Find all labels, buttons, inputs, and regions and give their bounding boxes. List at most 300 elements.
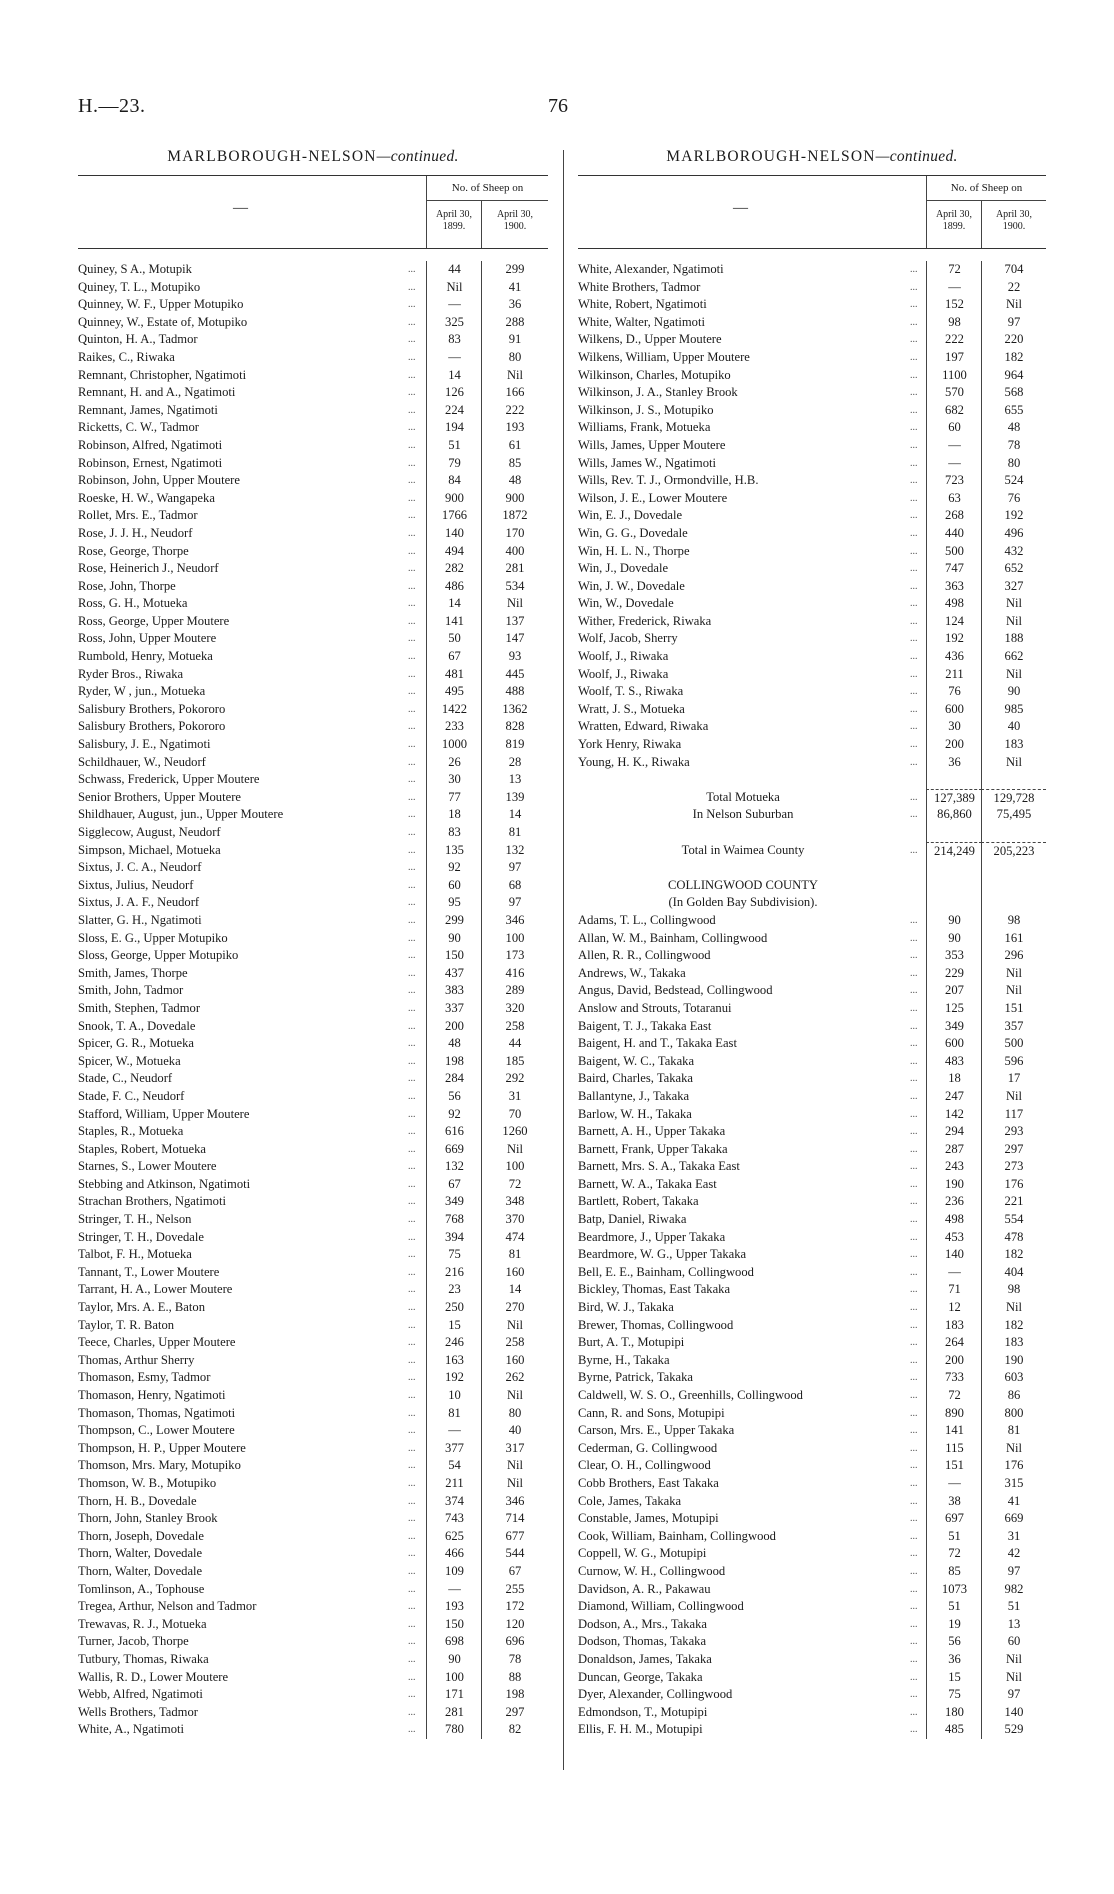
entry-name: Adams, T. L., Collingwood [578,912,716,927]
table-row [78,1405,548,1423]
entry-name: Thomson, W. B., Motupiko [78,1475,217,1490]
leader-dots: ... [408,1548,416,1560]
table-row [78,771,548,789]
leader-dots: ... [910,1653,918,1665]
leader-dots: ... [408,703,416,715]
entry-name: Thomason, Thomas, Ngatimoti [78,1405,236,1420]
table-row [578,613,1046,631]
leader-dots: ... [910,1671,918,1683]
left-header-col-1899 [426,201,481,248]
sheep-1899: 51 [926,1598,982,1616]
entry-name: Tannant, T., Lower Moutere [78,1264,220,1279]
sheep-1899: 72 [926,261,982,279]
leader-dots: ... [910,1214,918,1226]
leader-dots: ... [408,351,416,363]
table-row [578,912,1046,930]
entry-name: Carson, Mrs. E., Upper Takaka [578,1423,735,1438]
blank-row [578,771,1046,789]
table-row [78,1616,548,1634]
entry-name: Cann, R. and Sons, Motupipi [578,1405,725,1420]
entry-name: White, Alexander, Ngatimoti [578,262,724,276]
leader-dots: ... [408,985,416,997]
right-header-col1-line1: April 30, [935,209,973,220]
sheep-1899: 81 [426,1405,482,1423]
sheep-1900: 81 [481,824,548,842]
entry-name: Cederman, G. Collingwood [578,1440,718,1455]
entry-name: Teece, Charles, Upper Moutere [78,1335,236,1350]
table-row [578,1211,1046,1229]
table-row [78,1686,548,1704]
leader-dots: ... [408,844,416,856]
leader-dots: ... [910,1706,918,1718]
entry-name: Davidson, A. R., Pakawau [578,1581,711,1596]
entry-name: York Henry, Riwaka [578,737,682,752]
entry-name: Wilkens, D., Upper Moutere [578,332,722,347]
sheep-1899: 14 [426,595,482,613]
entry-name: Quiney, S A., Motupik​ [78,262,192,276]
empty-cell [981,824,1046,842]
table-row [78,877,548,895]
leader-dots: ... [408,1477,416,1489]
table-row [78,666,548,684]
sheep-1899: 83 [426,331,482,349]
sheep-1899: 75 [926,1686,982,1704]
left-header-col1-line1: April 30, [435,209,473,220]
sheep-1899: 200 [926,736,982,754]
sheep-1900: 714 [481,1510,548,1528]
left-header-col2-line2: 1900. [503,221,527,232]
sheep-1899: 337 [426,1000,482,1018]
entry-name: Taylor, T. R. Baton [78,1317,175,1332]
sheep-1900: 97 [981,314,1046,332]
leader-dots: ... [408,422,416,434]
sheep-1899: — [426,1581,482,1599]
table-row [578,1475,1046,1493]
leader-dots: ... [910,457,918,469]
sheep-1899: 481 [426,666,482,684]
entry-name: Diamond, William, Collingwood [578,1599,744,1614]
table-row [78,314,548,332]
entry-name: Batp, Daniel, Riwaka [578,1212,687,1227]
table-row [78,1176,548,1194]
left-header-group: No. of Sheep on [426,176,548,201]
sheep-1900: 31 [981,1528,1046,1546]
sheep-1900: 176 [981,1176,1046,1194]
sheep-1899: 38 [926,1493,982,1511]
sheep-1900: 132 [481,842,548,860]
sheep-1900: 97 [481,894,548,912]
leader-dots: ... [910,967,918,979]
table-row [578,1229,1046,1247]
leader-dots: ... [910,651,918,663]
sheep-1899: 1766 [426,507,482,525]
leader-dots: ... [408,1601,416,1613]
sheep-1899: 51 [426,437,482,455]
entry-name: Constable, James, Motupipi [578,1511,719,1526]
entry-name: Salisbury, J. E., Ngatimoti [78,737,211,752]
sheep-1899: 394 [426,1229,482,1247]
leader-dots: ... [408,897,416,909]
sheep-1899: 247 [926,1088,982,1106]
table-row [78,1141,548,1159]
sheep-1899: 250 [426,1299,482,1317]
sheep-1900: Nil [481,1141,548,1159]
entry-name: Sixtus, J. A. F., Neudorf [78,895,200,910]
sheep-1899: 150 [426,1616,482,1634]
sheep-1900: 120 [481,1616,548,1634]
leader-dots: ... [910,1319,918,1331]
table-row [78,894,548,912]
entry-name: Quinney, W. F., Upper Motupiko [78,297,244,312]
table-row [578,1405,1046,1423]
sheep-1899: 216 [426,1264,482,1282]
entry-name: Caldwell, W. S. O., Greenhills, Collingwood [578,1388,803,1402]
sheep-1900: Nil [981,982,1046,1000]
entry-name: White, Walter, Ngatimoti [578,314,705,329]
sheep-1899: 132 [426,1158,482,1176]
entry-name: Ricketts, C. W., Tadmor [78,420,199,435]
leader-dots: ... [910,1196,918,1208]
table-row [578,1176,1046,1194]
sheep-1899: 183 [926,1317,982,1335]
leader-dots: ... [408,439,416,451]
entry-name: Strachan Brothers, Ngatimoti [78,1194,226,1209]
sheep-1900: 985 [981,701,1046,719]
sheep-1900: 652 [981,560,1046,578]
sheep-1900: 185 [481,1053,548,1071]
sheep-1899: 207 [926,982,982,1000]
leader-dots: ... [910,492,918,504]
entry-name: Barnett, A. H., Upper Takaka [578,1124,726,1139]
table-row [578,261,1046,279]
sheep-1899: 374 [426,1493,482,1511]
sheep-1900: Nil [981,1088,1046,1106]
left-table-header [78,176,548,249]
entry-name: Sigglecow, August, Neudorf [78,825,221,839]
sheep-1900: Nil [481,1475,548,1493]
sheep-1900: 603 [981,1369,1046,1387]
table-row [578,1264,1046,1282]
leader-dots: ... [408,1302,416,1314]
sheep-1900: 91 [481,331,548,349]
sheep-1899: 115 [926,1440,982,1458]
sheep-1899: — [926,437,982,455]
table-row [578,630,1046,648]
sheep-1900: 44 [481,1035,548,1053]
leader-dots: ... [910,721,918,733]
sheep-1899: 75 [426,1246,482,1264]
sheep-1899: 747 [926,560,982,578]
entry-name: Ross, George, Upper Moutere [78,613,230,628]
table-row [578,367,1046,385]
sheep-1900: 496 [981,525,1046,543]
sheep-1899: 486 [426,578,482,596]
entry-name: Andrews, W., Takaka [578,965,686,980]
entry-name: Duncan, George, Takaka [578,1669,703,1684]
table-row [578,1545,1046,1563]
entry-name: Tarrant, H. A., Lower Moutere [78,1282,233,1297]
leader-dots: ... [408,932,416,944]
entry-name: Barnett, Frank, Upper Takaka [578,1141,728,1156]
table-row [578,1563,1046,1581]
entry-name: Barlow, W. H., Takaka [578,1106,692,1121]
table-row [578,1053,1046,1071]
right-title-suffix: —continued. [875,148,958,165]
sheep-1899: 83 [426,824,482,842]
table-row [578,1669,1046,1687]
leader-dots: ... [910,316,918,328]
entry-name: Bartlett, Robert, Takaka [578,1194,699,1209]
sheep-1899: 142 [926,1106,982,1124]
sheep-1900: 193 [481,419,548,437]
sheep-1899: 12 [926,1299,982,1317]
leader-dots: ... [910,1108,918,1120]
entry-name: Baigent, H. and T., Takaka East [578,1036,737,1051]
entry-name: Stafford, William, Upper Moutere [78,1106,250,1121]
table-row [78,824,548,842]
leader-dots: ... [408,527,416,539]
sheep-1899: 682 [926,402,982,420]
sheep-1900: 445 [481,666,548,684]
total-row [578,789,1046,807]
sheep-1900: 292 [481,1070,548,1088]
sheep-1900: 655 [981,402,1046,420]
sheep-1900: 90 [981,683,1046,701]
entry-name: Simpson, Michael, Motueka [78,842,221,857]
table-row [578,296,1046,314]
sheep-1900: 819 [481,736,548,754]
entry-name: Thomson, Mrs. Mary, Motupiko [78,1458,241,1473]
table-row [578,736,1046,754]
leader-dots: ... [408,1319,416,1331]
entry-name: Rollet, Mrs. E., Tadmor [78,508,198,523]
sheep-1900: 85 [481,455,548,473]
leader-dots: ... [408,1337,416,1349]
sheep-1899: 18 [426,806,482,824]
entry-name: Schwass, Frederick, Upper Moutere [78,772,260,787]
entry-name: Ross, John, Upper Moutere [78,631,217,646]
entry-name: Trewavas, R. J., Motueka [78,1616,207,1631]
sheep-1900: 48 [481,472,548,490]
table-row [78,1704,548,1722]
table-row [578,595,1046,613]
leader-dots: ... [910,1513,918,1525]
leader-dots: ... [408,633,416,645]
table-row [578,930,1046,948]
table-row [78,1299,548,1317]
sheep-1899: 98 [926,314,982,332]
entry-name: Ryder Bros., Riwaka [78,666,184,681]
leader-dots: ... [408,774,416,786]
left-column [78,146,548,1739]
sheep-1899: 282 [426,560,482,578]
sheep-1899: 60 [926,419,982,437]
leader-dots: ... [408,492,416,504]
sheep-1900: 281 [481,560,548,578]
sheep-1900: 182 [981,349,1046,367]
sheep-1900: 696 [481,1633,548,1651]
sheep-1899: 100 [426,1669,482,1687]
table-row [78,1123,548,1141]
sheep-1899: 768 [426,1211,482,1229]
entry-name: Remnant, H. and A., Ngatimoti [78,385,236,400]
leader-dots: ... [408,457,416,469]
entry-name: Snook, T. A., Dovedale [78,1018,196,1033]
leader-dots: ... [910,1161,918,1173]
right-header-col2-line1: April 30, [995,209,1033,220]
entry-name: Anslow and Strouts, Totaranui [578,1000,732,1015]
leader-dots: ... [408,862,416,874]
sheep-1900: 139 [481,789,548,807]
entry-name: Stringer, T. H., Dovedale [78,1229,204,1244]
entry-name: Total Motueka [706,789,780,804]
entry-name: Thorn, Walter, Dovedale [78,1563,203,1578]
leader-dots: ... [910,932,918,944]
sheep-1900: 416 [481,965,548,983]
sheep-1899: 294 [926,1123,982,1141]
table-row [578,1651,1046,1669]
sheep-1900: 370 [481,1211,548,1229]
table-row [78,1369,548,1387]
sheep-1899: 214,249 [926,842,982,861]
table-row [78,1563,548,1581]
sheep-1900: 75,495 [981,806,1046,824]
table-row [578,982,1046,1000]
empty-cell [981,894,1046,912]
table-row [78,982,548,1000]
sheep-1899: — [926,455,982,473]
sheep-1900: 82 [481,1721,548,1739]
table-row [578,1141,1046,1159]
sheep-1899: 141 [926,1422,982,1440]
county-total-row [578,842,1046,860]
leader-dots: ... [408,299,416,311]
entry-name: Beardmore, W. G., Upper Takaka [578,1247,747,1262]
leader-dots: ... [408,1425,416,1437]
entry-name: Bell, E. E., Bainham, Collingwood [578,1264,754,1279]
sheep-1899: 349 [426,1193,482,1211]
sheep-1900: 42 [981,1545,1046,1563]
sheep-1900: 160 [481,1352,548,1370]
sheep-1900: 1872 [481,507,548,525]
sheep-1899: 211 [426,1475,482,1493]
sheep-1899: 124 [926,613,982,631]
leader-dots: ... [408,1495,416,1507]
leader-dots: ... [408,1671,416,1683]
leader-dots: ... [408,1002,416,1014]
leader-dots: ... [408,950,416,962]
leader-dots: ... [408,1055,416,1067]
sheep-1900: 474 [481,1229,548,1247]
entry-name: Thorn, H. B., Dovedale [78,1493,197,1508]
sheep-1899: 698 [426,1633,482,1651]
sheep-1900: 161 [981,930,1046,948]
sheep-1900: 51 [981,1598,1046,1616]
table-row [578,1334,1046,1352]
table-row [78,806,548,824]
entry-name: Dyer, Alexander, Collingwood [578,1687,733,1702]
entry-name: White, Robert, Ngatimoti [578,297,707,312]
table-row [78,1387,548,1405]
table-row [578,754,1046,772]
sheep-1900: 357 [981,1018,1046,1036]
leader-dots: ... [910,703,918,715]
entry-name: Woolf, J., Riwaka [578,666,669,681]
table-row [78,1352,548,1370]
sheep-1899: 192 [926,630,982,648]
entry-name: Slatter, G. H., Ngatimoti [78,912,202,927]
sheep-1900: 297 [981,1141,1046,1159]
leader-dots: ... [408,1161,416,1173]
sheep-1899: 36 [926,754,982,772]
right-title-main: MARLBOROUGH-NELSON [666,148,876,165]
leader-dots: ... [910,1249,918,1261]
entry-name: Thompson, H. P., Upper Moutere [78,1440,246,1455]
right-column-title [578,146,1046,168]
sheep-1900: 41 [981,1493,1046,1511]
section-title-row [578,877,1046,895]
entry-name: Quinton, H. A., Tadmor [78,332,198,347]
table-row [578,1510,1046,1528]
table-row [78,1528,548,1546]
table-row [578,1422,1046,1440]
sheep-1899: 23 [426,1281,482,1299]
leader-dots: ... [408,510,416,522]
entry-name: Cole, James, Takaka [578,1493,682,1508]
sheep-1900: 1362 [481,701,548,719]
sheep-1900: Nil [981,1651,1046,1669]
empty-cell [926,859,982,877]
table-row [78,1000,548,1018]
sheep-1900: 48 [981,419,1046,437]
sheep-1899: 224 [426,402,482,420]
sheep-1900: 348 [481,1193,548,1211]
sheep-1899: 197 [926,349,982,367]
sheep-1900: 568 [981,384,1046,402]
sheep-1900: Nil [981,613,1046,631]
right-header-col2-line2: 1900. [1002,221,1026,232]
leader-dots: ... [408,475,416,487]
table-row [578,331,1046,349]
sheep-1900: 172 [481,1598,548,1616]
table-row [578,490,1046,508]
sheep-1900: 182 [981,1246,1046,1264]
leader-dots: ... [910,1618,918,1630]
left-header-label: — [233,200,248,216]
right-header-col-1900 [981,201,1046,248]
leader-dots: ... [910,1477,918,1489]
leader-dots: ... [910,1530,918,1542]
table-row [578,1158,1046,1176]
sheep-1899: 211 [926,666,982,684]
empty-cell [926,877,982,895]
leader-dots: ... [910,598,918,610]
entry-name: Remnant, Christopher, Ngatimoti [78,367,247,382]
sheep-1899: 72 [926,1545,982,1563]
leader-dots: ... [408,809,416,821]
table-row [78,930,548,948]
sheep-1900: 182 [981,1317,1046,1335]
sheep-1899: 77 [426,789,482,807]
table-row [78,1493,548,1511]
leader-dots: ... [408,739,416,751]
sheep-1899: 194 [426,419,482,437]
sheep-1899: 498 [926,1211,982,1229]
sheep-1900: 900 [481,490,548,508]
sheep-1899: 48 [426,1035,482,1053]
entry-name: Salisbury Brothers, Pokororo [78,701,226,716]
entry-name: Clear, O. H., Collingwood [578,1458,711,1473]
